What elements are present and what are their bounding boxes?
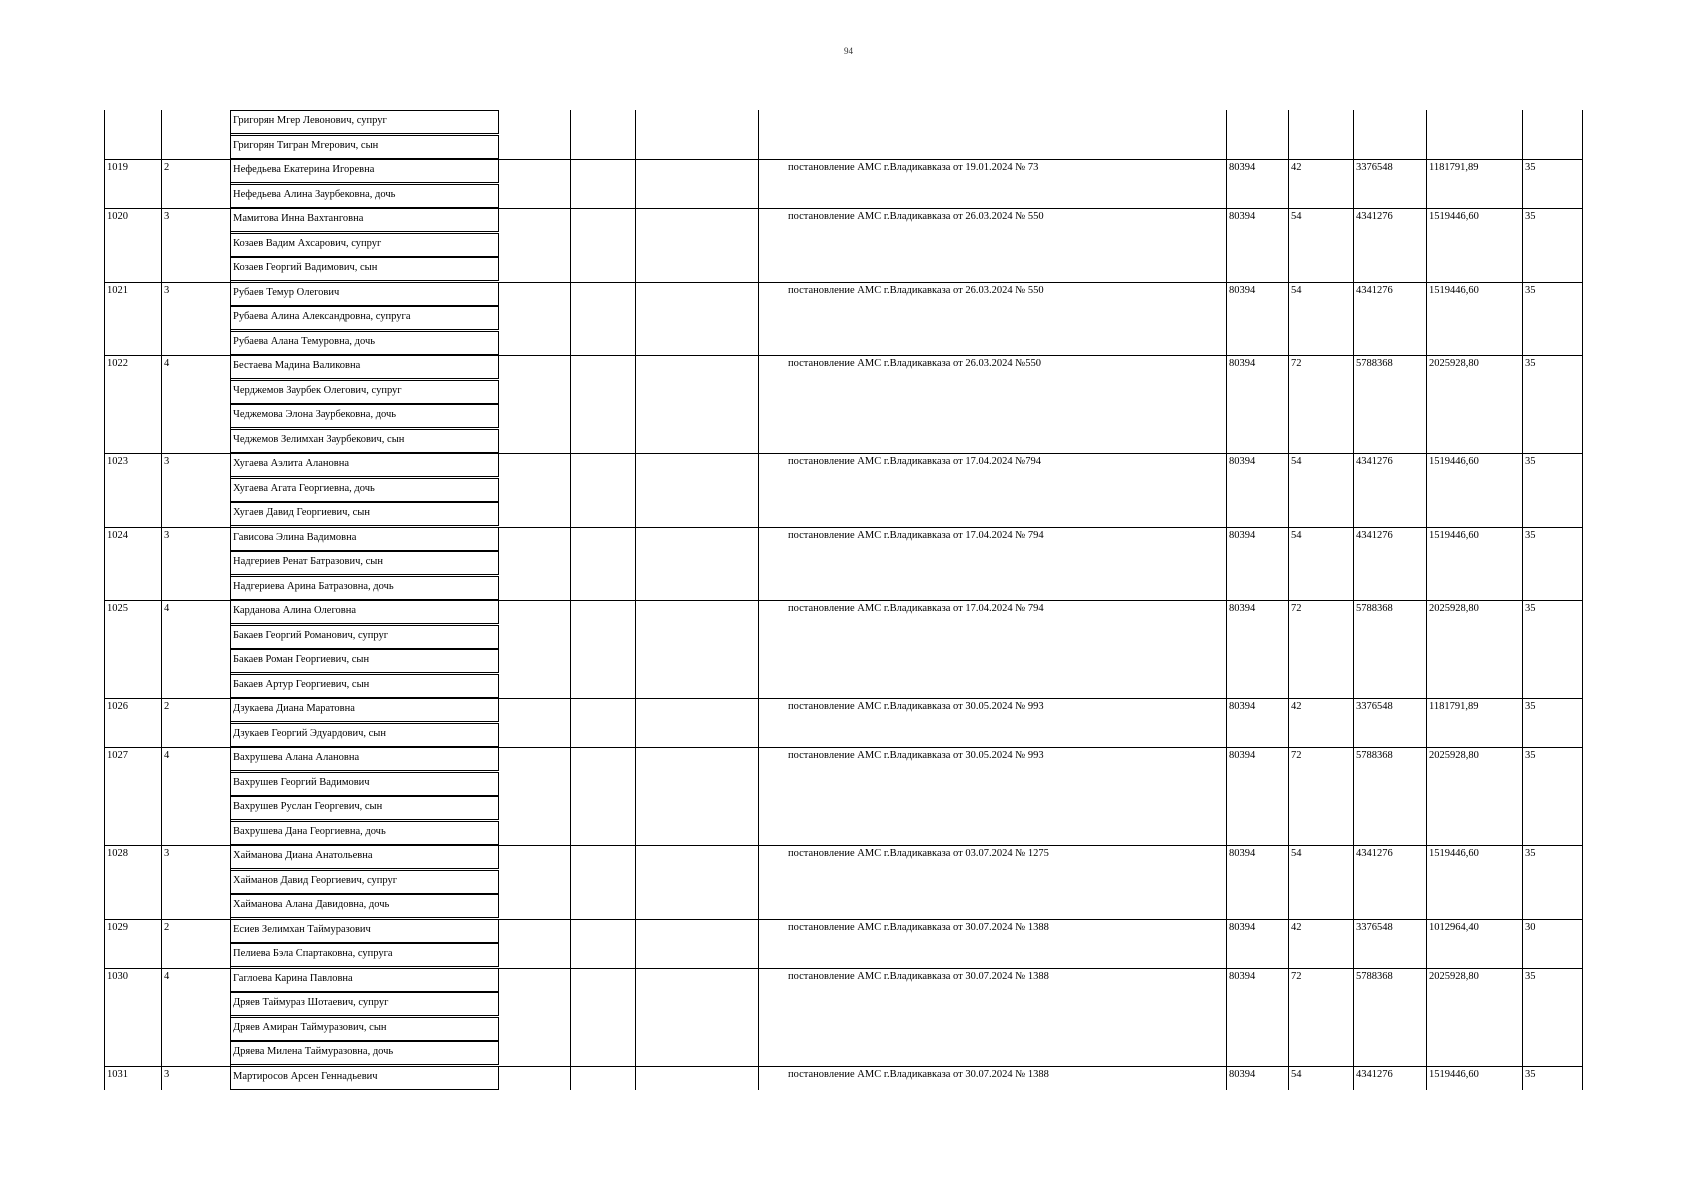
area-sqm: 54 xyxy=(1291,456,1302,467)
member-name: Бестаева Мадина Валиковна xyxy=(233,360,361,371)
area-sqm: 72 xyxy=(1291,970,1302,982)
record-number: 1027 xyxy=(107,750,128,761)
column-rule xyxy=(1288,110,1289,1090)
subsidy-amount: 1519446,60 xyxy=(1429,284,1479,296)
page-number: 94 xyxy=(844,46,853,56)
decree-text: постановление АМС г.Владикавказа от 03.07.2024 № 1275 xyxy=(788,848,1049,859)
record-number: 1023 xyxy=(107,456,128,467)
table-row xyxy=(104,282,1582,356)
record-number: 1020 xyxy=(107,211,128,222)
member-cell xyxy=(230,135,499,159)
member-name: Рубаев Темур Олегович xyxy=(233,286,340,298)
record-number: 1028 xyxy=(107,848,128,859)
price-per-sqm: 80394 xyxy=(1229,284,1256,296)
family-size: 4 xyxy=(164,603,170,614)
total-cost: 4341276 xyxy=(1356,529,1393,541)
member-name: Карданова Алина Олеговна xyxy=(233,605,356,616)
member-name: Вахрушева Дана Георгиевна, дочь xyxy=(233,825,386,837)
decree-text: постановление АМС г.Владикавказа от 30.05.2024 № 993 xyxy=(788,701,1044,712)
column-rule xyxy=(758,110,759,1090)
area-sqm: 42 xyxy=(1291,162,1302,173)
decree-text: постановление АМС г.Владикавказа от 26.03.2024 № 550 xyxy=(788,211,1044,222)
member-cell xyxy=(230,723,499,747)
member-name: Дряева Милена Таймуразовна, дочь xyxy=(233,1046,394,1057)
subsidy-amount: 2025928,80 xyxy=(1429,970,1479,982)
member-cell xyxy=(230,233,499,257)
area-sqm: 72 xyxy=(1291,358,1302,369)
table-row xyxy=(104,919,1582,968)
member-cell xyxy=(230,625,499,649)
table-row xyxy=(104,208,1582,282)
area-sqm: 54 xyxy=(1291,284,1302,296)
decree-text: постановление АМС г.Владикавказа от 30.07.2024 № 1388 xyxy=(788,921,1049,933)
applicants-table xyxy=(104,110,1582,1090)
member-cell xyxy=(230,306,499,330)
table-row xyxy=(104,600,1582,698)
family-size: 3 xyxy=(164,456,170,467)
decree-text: постановление АМС г.Владикавказа от 30.07.2024 № 1388 xyxy=(788,970,1049,982)
member-cell xyxy=(230,1041,499,1065)
price-per-sqm: 80394 xyxy=(1229,603,1256,614)
subsidy-percent: 35 xyxy=(1525,284,1536,296)
member-name: Есиев Зелимхан Таймуразович xyxy=(233,923,371,935)
subsidy-amount: 1519446,60 xyxy=(1429,211,1479,222)
member-cell xyxy=(230,649,499,673)
price-per-sqm: 80394 xyxy=(1229,529,1256,541)
member-name: Надгериева Арина Батразовна, дочь xyxy=(233,580,394,592)
total-cost: 3376548 xyxy=(1356,701,1393,712)
total-cost: 4341276 xyxy=(1356,284,1393,296)
member-cell xyxy=(230,576,499,600)
decree-text: постановление АМС г.Владикавказа от 30.05.2024 № 993 xyxy=(788,750,1044,761)
area-sqm: 42 xyxy=(1291,921,1302,933)
subsidy-amount: 1519446,60 xyxy=(1429,456,1479,467)
member-cell xyxy=(230,331,499,355)
member-name: Хайманов Давид Георгиевич, супруг xyxy=(233,874,398,886)
column-rule xyxy=(570,110,571,1090)
member-name: Пелиева Бэла Спартаковна, супруга xyxy=(233,948,393,959)
member-cell xyxy=(230,208,499,232)
table-row xyxy=(104,527,1582,601)
area-sqm: 54 xyxy=(1291,529,1302,541)
price-per-sqm: 80394 xyxy=(1229,848,1256,859)
member-cell xyxy=(230,404,499,428)
member-cell xyxy=(230,257,499,281)
column-rule xyxy=(1522,110,1523,1090)
member-name: Чеджемов Зелимхан Заурбекович, сын xyxy=(233,433,405,445)
price-per-sqm: 80394 xyxy=(1229,162,1256,173)
record-number: 1022 xyxy=(107,358,128,369)
column-rule xyxy=(1226,110,1227,1090)
column-rule xyxy=(104,110,105,1090)
record-number: 1025 xyxy=(107,603,128,614)
subsidy-percent: 35 xyxy=(1525,1068,1536,1080)
member-cell xyxy=(230,894,499,918)
member-cell xyxy=(230,772,499,796)
total-cost: 5788368 xyxy=(1356,358,1393,369)
member-cell xyxy=(230,821,499,845)
price-per-sqm: 80394 xyxy=(1229,701,1256,712)
member-cell xyxy=(230,600,499,624)
total-cost: 4341276 xyxy=(1356,456,1393,467)
total-cost: 3376548 xyxy=(1356,921,1393,933)
family-size: 3 xyxy=(164,211,170,222)
total-cost: 4341276 xyxy=(1356,848,1393,859)
total-cost: 5788368 xyxy=(1356,970,1393,982)
subsidy-percent: 35 xyxy=(1525,848,1536,859)
member-name: Вахрушева Алана Алановна xyxy=(233,752,360,763)
price-per-sqm: 80394 xyxy=(1229,211,1256,222)
table-row xyxy=(104,747,1582,845)
member-cell xyxy=(230,551,499,575)
continuation-row xyxy=(104,110,1582,159)
decree-text: постановление АМС г.Владикавказа от 30.07.2024 № 1388 xyxy=(788,1068,1049,1080)
subsidy-percent: 35 xyxy=(1525,456,1536,467)
member-name: Дряев Таймураз Шотаевич, супруг xyxy=(233,997,389,1008)
member-name: Вахрушев Руслан Георгевич, сын xyxy=(233,801,383,812)
total-cost: 5788368 xyxy=(1356,750,1393,761)
member-cell xyxy=(230,674,499,698)
table-row xyxy=(104,159,1582,208)
member-name: Рубаева Алина Александровна, супруга xyxy=(233,311,411,322)
member-cell xyxy=(230,870,499,894)
member-cell xyxy=(230,159,499,183)
member-name: Хугаева Аэлита Алановна xyxy=(233,458,349,469)
member-cell xyxy=(230,845,499,869)
member-cell xyxy=(230,1017,499,1041)
price-per-sqm: 80394 xyxy=(1229,921,1256,933)
subsidy-amount: 1519446,60 xyxy=(1429,1068,1479,1080)
member-name: Бакаев Роман Георгиевич, сын xyxy=(233,654,370,665)
member-cell xyxy=(230,282,499,306)
member-name: Рубаева Алана Темуровна, дочь xyxy=(233,335,376,347)
family-size: 2 xyxy=(164,162,170,173)
member-cell xyxy=(230,502,499,526)
member-cell xyxy=(230,429,499,453)
total-cost: 4341276 xyxy=(1356,211,1393,222)
family-size: 4 xyxy=(164,750,170,761)
member-name: Мамитова Инна Вахтанговна xyxy=(233,213,364,224)
column-rule xyxy=(230,110,231,1090)
member-name: Хайманова Диана Анатольевна xyxy=(233,850,373,861)
member-cell xyxy=(230,184,499,208)
member-cell xyxy=(230,796,499,820)
member-name: Григорян Мгер Левонович, супруг xyxy=(233,115,387,126)
area-sqm: 54 xyxy=(1291,848,1302,859)
column-rule xyxy=(1353,110,1354,1090)
member-name: Нефедьева Екатерина Игоревна xyxy=(233,164,375,175)
member-cell xyxy=(230,1066,499,1090)
member-name: Бакаев Артур Георгиевич, сын xyxy=(233,678,370,690)
decree-text: постановление АМС г.Владикавказа от 26.03.2024 № 550 xyxy=(788,284,1044,296)
member-name: Гаглоева Карина Павловна xyxy=(233,972,353,984)
column-rule xyxy=(161,110,162,1090)
record-number: 1019 xyxy=(107,162,128,173)
decree-text: постановление АМС г.Владикавказа от 17.04.2024 № 794 xyxy=(788,529,1044,541)
subsidy-percent: 35 xyxy=(1525,750,1536,761)
subsidy-amount: 2025928,80 xyxy=(1429,750,1479,761)
member-name: Дзукаева Диана Маратовна xyxy=(233,703,355,714)
member-cell xyxy=(230,992,499,1016)
member-name: Хугаев Давид Георгиевич, сын xyxy=(233,507,370,518)
subsidy-amount: 1181791,89 xyxy=(1429,701,1479,712)
column-rule xyxy=(1582,110,1583,1090)
member-name: Хугаева Агата Георгиевна, дочь xyxy=(233,482,375,494)
member-cell xyxy=(230,355,499,379)
price-per-sqm: 80394 xyxy=(1229,750,1256,761)
record-number: 1031 xyxy=(107,1068,128,1080)
column-rule xyxy=(1426,110,1427,1090)
subsidy-percent: 35 xyxy=(1525,529,1536,541)
member-cell xyxy=(230,943,499,967)
subsidy-percent: 35 xyxy=(1525,162,1536,173)
decree-text: постановление АМС г.Владикавказа от 26.03.2024 №550 xyxy=(788,358,1042,369)
member-name: Мартиросов Арсен Геннадьевич xyxy=(233,1070,378,1082)
member-name: Нефедьева Алина Заурбековна, дочь xyxy=(233,188,396,200)
family-size: 3 xyxy=(164,529,170,541)
table-row xyxy=(104,698,1582,747)
table-row xyxy=(104,845,1582,919)
subsidy-percent: 35 xyxy=(1525,603,1536,614)
family-size: 3 xyxy=(164,848,170,859)
member-name: Чеджемова Элона Заурбековна, дочь xyxy=(233,409,397,420)
member-name: Дзукаев Георгий Эдуардович, сын xyxy=(233,727,386,739)
member-cell xyxy=(230,453,499,477)
subsidy-amount: 1519446,60 xyxy=(1429,848,1479,859)
price-per-sqm: 80394 xyxy=(1229,1068,1256,1080)
decree-text: постановление АМС г.Владикавказа от 17.04.2024 № 794 xyxy=(788,603,1044,614)
member-cell xyxy=(230,747,499,771)
subsidy-amount: 1519446,60 xyxy=(1429,529,1479,541)
member-cell xyxy=(230,919,499,943)
record-number: 1021 xyxy=(107,284,128,296)
subsidy-percent: 30 xyxy=(1525,921,1536,933)
area-sqm: 42 xyxy=(1291,701,1302,712)
member-name: Бакаев Георгий Романович, супруг xyxy=(233,629,389,641)
member-cell xyxy=(230,527,499,551)
area-sqm: 72 xyxy=(1291,603,1302,614)
subsidy-amount: 2025928,80 xyxy=(1429,358,1479,369)
family-size: 2 xyxy=(164,921,170,933)
record-number: 1029 xyxy=(107,921,128,933)
member-cell xyxy=(230,698,499,722)
price-per-sqm: 80394 xyxy=(1229,970,1256,982)
table-row xyxy=(104,968,1582,1066)
member-name: Хайманова Алана Давидовна, дочь xyxy=(233,899,390,910)
member-name: Вахрушев Георгий Вадимович xyxy=(233,776,370,788)
subsidy-amount: 1181791,89 xyxy=(1429,162,1479,173)
member-cell xyxy=(230,478,499,502)
member-name: Козаев Георгий Вадимович, сын xyxy=(233,262,378,273)
table-row xyxy=(104,453,1582,527)
subsidy-percent: 35 xyxy=(1525,211,1536,222)
member-name: Черджемов Заурбек Олегович, супруг xyxy=(233,384,402,396)
decree-text: постановление АМС г.Владикавказа от 17.04.2024 №794 xyxy=(788,456,1042,467)
price-per-sqm: 80394 xyxy=(1229,358,1256,369)
subsidy-percent: 35 xyxy=(1525,701,1536,712)
total-cost: 5788368 xyxy=(1356,603,1393,614)
record-number: 1030 xyxy=(107,970,128,982)
area-sqm: 54 xyxy=(1291,211,1302,222)
area-sqm: 54 xyxy=(1291,1068,1302,1080)
subsidy-percent: 35 xyxy=(1525,970,1536,982)
member-name: Гависова Элина Вадимовна xyxy=(233,531,357,543)
subsidy-percent: 35 xyxy=(1525,358,1536,369)
total-cost: 4341276 xyxy=(1356,1068,1393,1080)
family-size: 4 xyxy=(164,970,170,982)
column-rule xyxy=(635,110,636,1090)
subsidy-amount: 1012964,40 xyxy=(1429,921,1479,933)
record-number: 1024 xyxy=(107,529,128,541)
decree-text: постановление АМС г.Владикавказа от 19.01.2024 № 73 xyxy=(788,162,1039,173)
family-size: 2 xyxy=(164,701,170,712)
member-name: Дряев Амиран Таймуразович, сын xyxy=(233,1021,387,1033)
member-cell xyxy=(230,968,499,992)
member-name: Надгериев Ренат Батразович, сын xyxy=(233,556,383,567)
table-row xyxy=(104,355,1582,453)
member-cell xyxy=(230,380,499,404)
member-name: Григорян Тигран Мгерович, сын xyxy=(233,139,379,151)
price-per-sqm: 80394 xyxy=(1229,456,1256,467)
record-number: 1026 xyxy=(107,701,128,712)
member-name: Козаев Вадим Ахсарович, супруг xyxy=(233,237,382,249)
total-cost: 3376548 xyxy=(1356,162,1393,173)
family-size: 3 xyxy=(164,284,170,296)
table-row xyxy=(104,1066,1582,1091)
family-size: 4 xyxy=(164,358,170,369)
family-size: 3 xyxy=(164,1068,170,1080)
area-sqm: 72 xyxy=(1291,750,1302,761)
subsidy-amount: 2025928,80 xyxy=(1429,603,1479,614)
member-cell xyxy=(230,110,499,134)
